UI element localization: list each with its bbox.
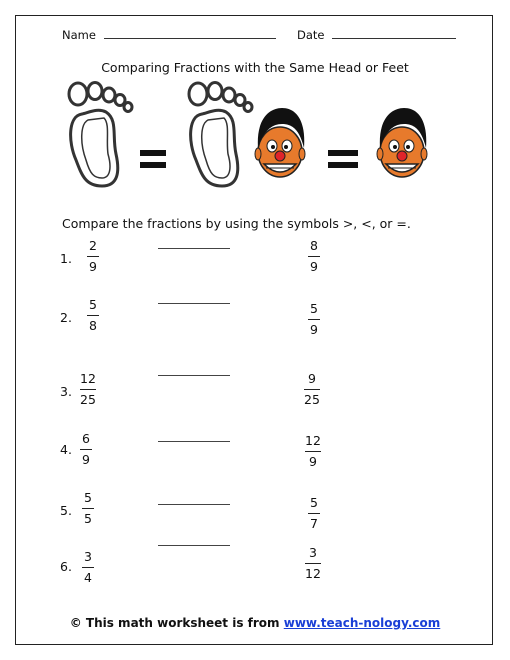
numerator: 6	[82, 431, 90, 446]
right-fraction	[305, 545, 321, 582]
denominator: 9	[310, 322, 318, 337]
problem-number: 6.	[60, 559, 72, 574]
footer-link[interactable]: www.teach-nology.com	[283, 616, 441, 630]
numerator: 2	[89, 238, 97, 253]
problem-item	[60, 490, 480, 540]
denominator: 9	[82, 452, 90, 467]
answer-blank[interactable]	[158, 375, 230, 376]
numerator: 5	[84, 490, 92, 505]
answer-blank[interactable]	[158, 504, 230, 505]
name-line	[104, 28, 276, 39]
right-fraction	[304, 371, 320, 408]
numerator: 12	[305, 433, 321, 448]
instructions: Compare the fractions by using the symbols >, <, or =.	[62, 216, 411, 231]
denominator: 9	[308, 454, 317, 469]
right-fraction	[308, 301, 320, 338]
problem-item	[60, 431, 480, 481]
numerator: 5	[310, 301, 318, 316]
numerator: 3	[308, 545, 317, 560]
worksheet-title: Comparing Fractions with the Same Head or Feet	[101, 60, 409, 75]
problem-number: 2.	[60, 310, 72, 325]
problem-number: 4.	[60, 442, 72, 457]
left-fraction	[87, 238, 99, 275]
denominator: 25	[304, 392, 320, 407]
problem-number: 1.	[60, 251, 72, 266]
problem-item	[60, 545, 480, 595]
denominator: 9	[89, 259, 97, 274]
equals-sign-1	[140, 150, 166, 168]
problem-item	[60, 371, 480, 421]
face-icon	[255, 108, 305, 177]
problem-number: 5.	[60, 503, 72, 518]
problem-item	[60, 238, 480, 288]
left-fraction	[87, 297, 99, 334]
answer-blank[interactable]	[158, 441, 230, 442]
denominator: 25	[80, 392, 96, 407]
numerator: 12	[80, 371, 96, 386]
denominator: 7	[310, 516, 318, 531]
illustration	[60, 80, 440, 190]
left-fraction	[82, 490, 94, 527]
equals-sign-2	[328, 150, 358, 168]
right-fraction	[305, 433, 321, 470]
answer-blank[interactable]	[158, 248, 230, 249]
denominator: 9	[310, 259, 318, 274]
left-fraction	[80, 431, 92, 468]
answer-blank[interactable]	[158, 303, 230, 304]
numerator: 9	[307, 371, 316, 386]
name-field[interactable]	[62, 28, 276, 42]
answer-blank[interactable]	[158, 545, 230, 546]
footer-credit	[0, 616, 510, 630]
foot-icon	[189, 83, 252, 187]
foot-icon	[69, 83, 132, 187]
face-icon	[377, 108, 427, 177]
numerator: 5	[310, 495, 318, 510]
denominator: 8	[89, 318, 97, 333]
right-fraction	[308, 495, 320, 532]
footer-text: © This math worksheet is from	[69, 616, 284, 630]
date-field[interactable]	[297, 28, 456, 42]
left-fraction	[82, 549, 94, 586]
numerator: 5	[89, 297, 97, 312]
problem-number: 3.	[60, 384, 72, 399]
date-line	[332, 28, 456, 39]
denominator: 4	[84, 570, 92, 585]
name-label: Name	[62, 28, 96, 42]
denominator: 5	[84, 511, 92, 526]
numerator: 3	[84, 549, 92, 564]
numerator: 8	[310, 238, 318, 253]
denominator: 12	[305, 566, 321, 581]
problem-item	[60, 297, 480, 347]
right-fraction	[308, 238, 320, 275]
date-label: Date	[297, 28, 325, 42]
left-fraction	[80, 371, 96, 408]
